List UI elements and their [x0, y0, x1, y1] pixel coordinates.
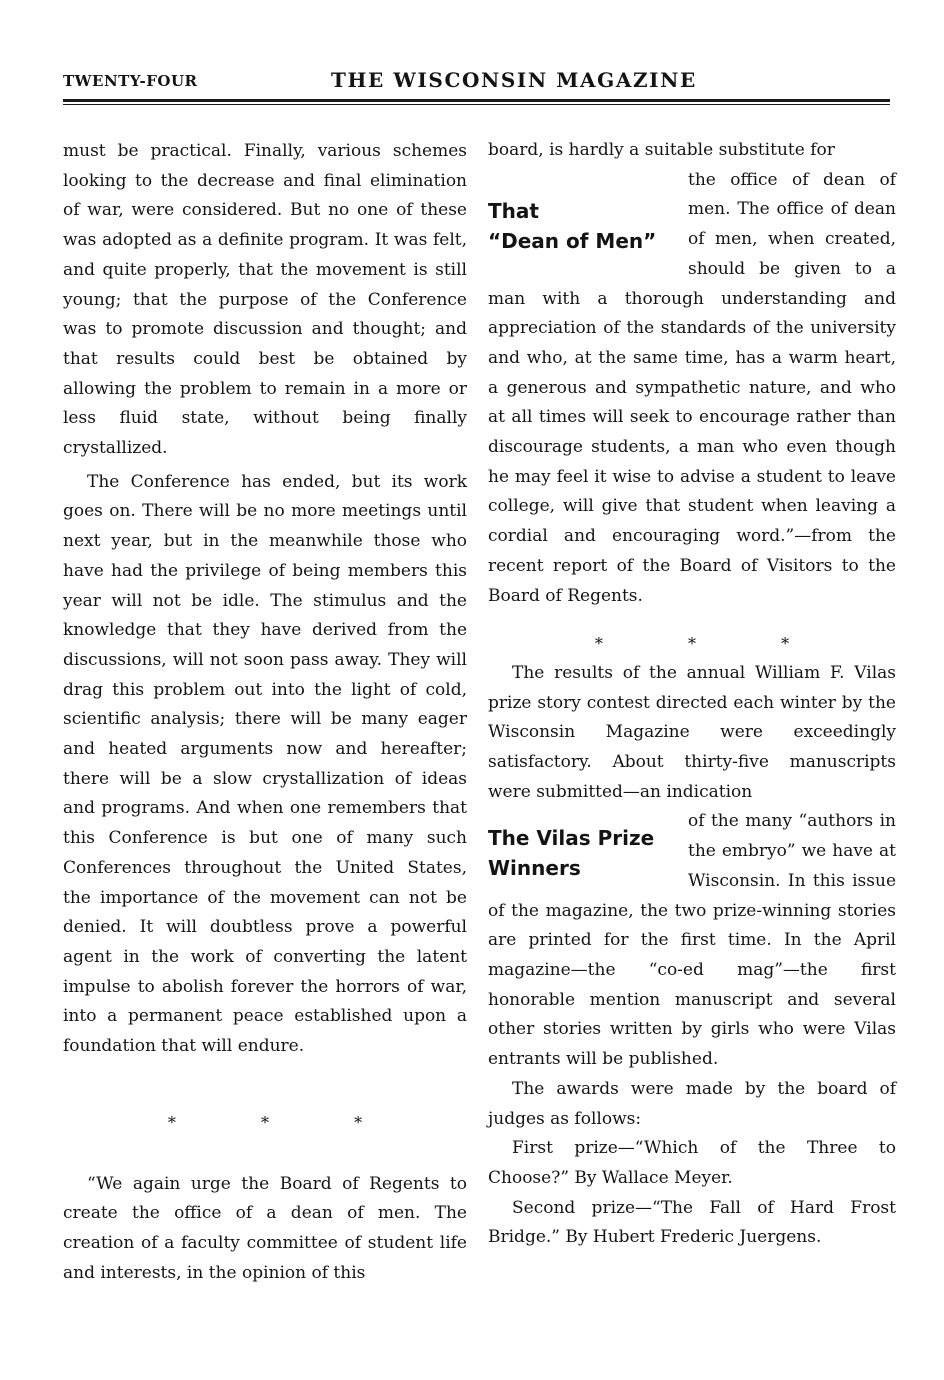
page-number: TWENTY-FOUR — [63, 72, 198, 90]
paragraph: must be practical. Finally, various schemes looking to the decrease and final elimination of war, were considered. But no one of these was adopted as a definite program. It was felt, and quite properly, that the movement is still young; that the purpose of the Conference was to promote discussion and thought; and that results could best be obtained by allowing the problem to remain in a more or less fluid state, without being finally crystallized. — [63, 141, 467, 459]
section-separator: * * * — [167, 1112, 403, 1132]
section-heading-dean-of-men — [488, 196, 672, 256]
paragraph: the office of dean of men. The office of dean of men, when created, should be given to a man with a thorough understanding and appreciation of the standards of the university and who, at the same time, has a warm heart, a generous and sympathetic nature, and who at all times will seek to encourage rather than discourage students, a man who even though he may feel it wise to advise a student to leave college, will give that student when leaving a cordial and encouraging word.”—from the recent report of the Board of Visitors to the Board of Regents. — [488, 169, 896, 606]
paragraph: Second prize—“The Fall of Hard Frost Bridge.” By Hubert Frederic Juergens. — [488, 1197, 896, 1248]
paragraph: of the many “authors in the embryo” we have at Wisconsin. In this issue of the magazine, the two prize-winning stories are printed for the first time. In the April magazine—the “co-ed mag”—the first honorable mention manuscript and several other stories written by girls who were Vilas entrants will be published. — [488, 811, 896, 1070]
paragraph: The awards were made by the board of judges as follows: — [488, 1078, 896, 1129]
section-separator: * * * — [594, 634, 830, 654]
paragraph: The Conference has ended, but its work goes on. There will be no more meetings until next year, but in the meanwhile those who have had the privilege of being members this year will not be idle. The stimulus and the knowledge that they have derived from the discussions, will not soon pass away. They will drag this problem out into the light of cold, scientific analysis; there will be many eager and heated arguments now and hereafter; there will be a slow crystallization of ideas and programs. And when one remembers that this Conference is but one of many such Conferences throughout the United States, the importance of the movement can not be denied. It will doubtless prove a powerful agent in the work of converting the latent impulse to abolish forever the horrors of war, into a permanent peace established upon a foundation that will endure. — [63, 471, 467, 1057]
header-rule-thick — [63, 99, 890, 102]
heading-line: Winners — [488, 856, 581, 881]
right-column — [488, 136, 896, 1253]
paragraph: “We again urge the Board of Regents to create the office of a dean of men. The creation of a faculty committee of student life and interests, in the opinion of this — [63, 1173, 467, 1283]
paragraph: First prize—“Which of the Three to Choose?” By Wallace Meyer. — [488, 1138, 896, 1188]
heading-line: That — [488, 198, 539, 223]
page-header — [63, 68, 890, 98]
masthead-title: THE WISCONSIN MAGAZINE — [331, 68, 697, 92]
header-rule-thin — [63, 104, 890, 105]
heading-line: “Dean of Men” — [488, 228, 657, 253]
heading-line: The Vilas Prize — [488, 826, 655, 851]
left-column — [63, 137, 467, 1288]
paragraph: board, is hardly a suitable substitute for — [488, 140, 835, 160]
section-heading-vilas-prize — [488, 823, 672, 883]
paragraph: The results of the annual William F. Vilas prize story contest directed each winter by the Wisconsin Magazine were exceedingly satisfactory. About thirty-five manuscripts were submitted—an indication — [488, 662, 896, 802]
